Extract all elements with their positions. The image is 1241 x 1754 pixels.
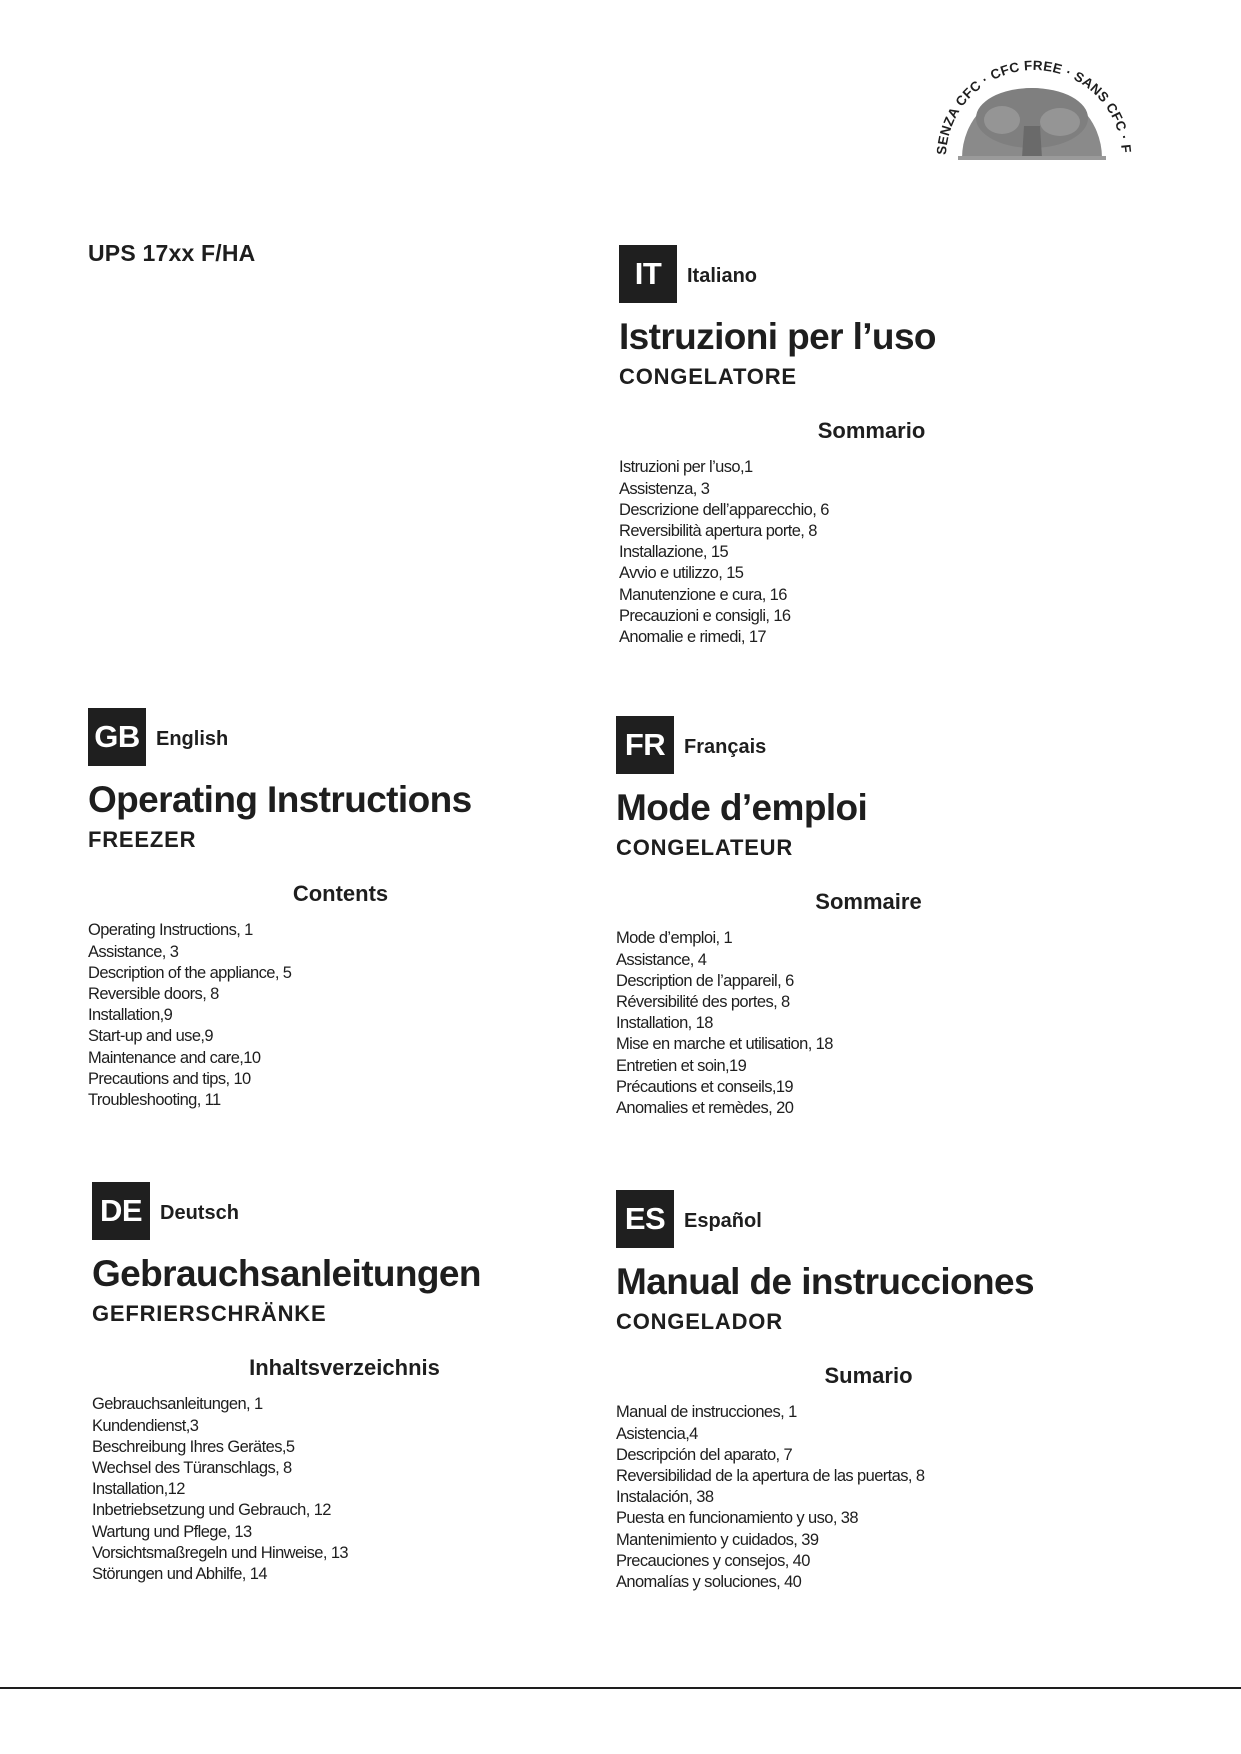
table-of-contents — [616, 928, 1136, 1119]
toc-heading: Sumario — [824, 1363, 913, 1389]
toc-heading: Contents — [292, 881, 389, 907]
language-code-badge: ES — [616, 1190, 674, 1248]
language-name: English — [156, 727, 229, 750]
manual-title: Manual de instrucciones — [616, 1261, 1034, 1302]
appliance-type: CONGELATORE — [619, 364, 797, 390]
language-code-badge: GB — [88, 708, 146, 766]
section-espanol — [616, 1190, 1136, 1593]
language-code-badge: DE — [92, 1182, 150, 1240]
toc-item: Description de l’appareil, 6 — [616, 971, 794, 990]
language-name: Français — [684, 735, 767, 758]
language-code-badge: FR — [616, 716, 674, 774]
toc-item: Maintenance and care,10 — [88, 1048, 261, 1067]
table-of-contents — [619, 457, 1139, 648]
section-italiano — [619, 245, 1139, 648]
manual-title: Istruzioni per l’uso — [619, 316, 936, 357]
toc-item: Mantenimiento y cuidados, 39 — [616, 1530, 819, 1549]
toc-item: Wechsel des Türanschlags, 8 — [92, 1459, 292, 1477]
toc-item: Gebrauchsanleitungen, 1 — [92, 1395, 263, 1414]
toc-item: Wartung und Pflege, 13 — [92, 1522, 252, 1541]
toc-item: Installation,12 — [92, 1480, 185, 1499]
toc-item: Assistenza, 3 — [619, 479, 710, 498]
table-of-contents — [88, 920, 608, 1111]
toc-item: Installation,9 — [88, 1006, 173, 1025]
language-name: Italiano — [687, 264, 758, 287]
toc-heading: Sommaire — [815, 889, 922, 915]
toc-item: Precautions and tips, 10 — [88, 1069, 251, 1088]
toc-item: Anomalías y soluciones, 40 — [616, 1573, 802, 1592]
manual-title: Gebrauchsanleitungen — [92, 1253, 481, 1294]
toc-item: Précautions et conseils,19 — [616, 1077, 794, 1096]
appliance-type: FREEZER — [88, 827, 197, 853]
toc-item: Assistance, 4 — [616, 950, 707, 969]
language-name: Español — [684, 1209, 762, 1232]
toc-item: Descrizione dell’apparecchio, 6 — [619, 500, 829, 519]
section-english — [88, 708, 608, 1111]
language-header — [88, 708, 608, 766]
toc-item: Troubleshooting, 11 — [88, 1091, 221, 1110]
toc-item: Assistance, 3 — [88, 942, 179, 961]
toc-item: Description of the appliance, 5 — [88, 963, 292, 982]
toc-item: Asistencia,4 — [616, 1424, 698, 1443]
model-number: UPS 17xx F/HA — [88, 240, 256, 266]
toc-item: Réversibilité des portes, 8 — [616, 993, 790, 1011]
toc-item: Mise en marche et utilisation, 18 — [616, 1035, 833, 1054]
toc-item: Mode d’emploi, 1 — [616, 929, 733, 948]
toc-item: Installazione, 15 — [619, 543, 729, 562]
appliance-type: GEFRIERSCHRÄNKE — [92, 1301, 327, 1327]
appliance-type: CONGELATEUR — [616, 835, 794, 861]
manual-title: Mode d’emploi — [616, 787, 868, 828]
toc-item: Precauciones y consejos, 40 — [616, 1551, 810, 1570]
toc-item: Anomalie e rimedi, 17 — [619, 628, 766, 647]
table-of-contents — [616, 1402, 1136, 1593]
toc-item: Installation, 18 — [616, 1014, 713, 1033]
table-of-contents — [92, 1394, 612, 1585]
appliance-type: CONGELADOR — [616, 1309, 783, 1335]
language-code-badge: IT — [619, 245, 677, 303]
toc-item: Manutenzione e cura, 16 — [619, 585, 787, 604]
toc-item: Istruzioni per l’uso,1 — [619, 458, 753, 477]
language-header — [616, 1190, 1136, 1248]
toc-item: Reversibilità apertura porte, 8 — [619, 522, 817, 540]
language-header — [619, 245, 1139, 303]
toc-item: Reversibilidad de la apertura de las puertas, 8 — [616, 1467, 925, 1485]
section-deutsch — [92, 1182, 612, 1585]
cfc-free-logo — [932, 60, 1132, 170]
toc-item: Precauzioni e consigli, 16 — [619, 606, 791, 625]
toc-item: Inbetriebsetzung und Gebrauch, 12 — [92, 1501, 331, 1520]
toc-item: Entretien et soin,19 — [616, 1056, 747, 1075]
toc-item: Instalación, 38 — [616, 1488, 714, 1507]
toc-item: Puesta en funcionamiento y uso, 38 — [616, 1509, 858, 1528]
toc-item: Anomalies et remèdes, 20 — [616, 1099, 794, 1118]
language-name: Deutsch — [160, 1201, 239, 1224]
toc-heading: Inhaltsverzeichnis — [249, 1355, 440, 1381]
toc-item: Kundendienst,3 — [92, 1416, 199, 1435]
toc-item: Start-up and use,9 — [88, 1027, 213, 1046]
section-francais — [616, 716, 1136, 1119]
toc-item: Avvio e utilizzo, 15 — [619, 564, 744, 583]
toc-item: Beschreibung Ihres Gerätes,5 — [92, 1437, 295, 1456]
cfc-free-ring-text: SENZA CFC · CFC FREE · SANS CFC · — [933, 60, 1132, 156]
toc-item: Störungen und Abhilfe, 14 — [92, 1565, 267, 1584]
toc-item: Operating Instructions, 1 — [88, 921, 253, 940]
toc-item: Vorsichtsmaßregeln und Hinweise, 13 — [92, 1543, 348, 1562]
footer-divider — [0, 1687, 1241, 1689]
toc-item: Descripción del aparato, 7 — [616, 1445, 793, 1464]
language-header — [616, 716, 1136, 774]
manual-title: Operating Instructions — [88, 779, 472, 820]
toc-heading: Sommario — [817, 418, 926, 444]
language-header — [92, 1182, 612, 1240]
toc-item: Reversible doors, 8 — [88, 985, 219, 1003]
tree-icon — [932, 60, 1132, 170]
toc-item: Manual de instrucciones, 1 — [616, 1403, 797, 1422]
